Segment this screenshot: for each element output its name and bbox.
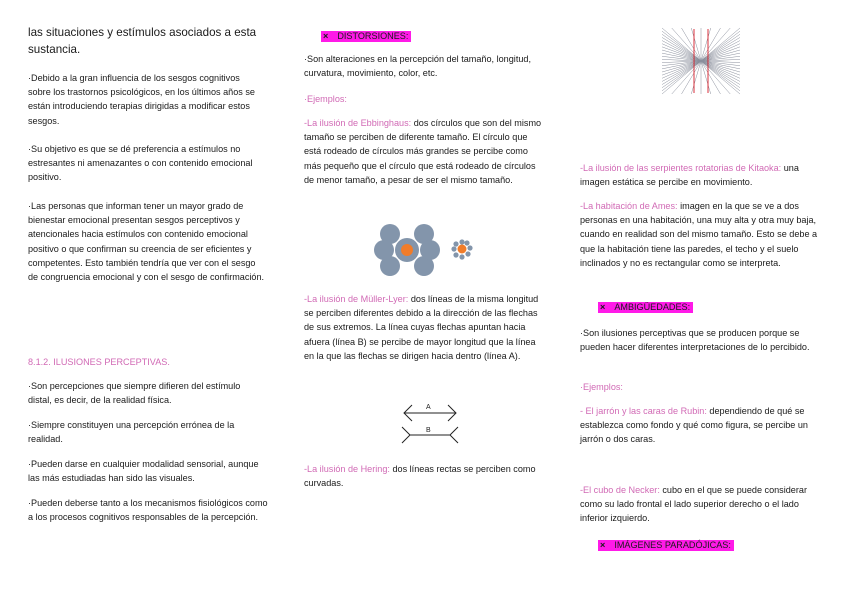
lead-text: las situaciones y estímulos asociados a esta sustancia. — [28, 26, 257, 56]
ebbinghaus-paragraph — [304, 116, 544, 187]
ebbinghaus-center-right — [458, 245, 467, 254]
rubin-title: - El jarrón y las caras de Rubin: — [580, 406, 707, 416]
ebbinghaus-text: dos círculos que son del mismo tamaño se perciben de diferente tamaño. El círculo que está rodeado de círculos más grandes se percibe como más pequeño que el círculo que está rodeado de círculos de menor tamaño, a pesar de ser el mismo tamaño. — [304, 118, 542, 185]
bullet-mechanisms: ·Pueden deberse tanto a los mecanismos fisiológicos como a los procesos cognitivos responsables de la percepción. — [28, 498, 268, 523]
bullet-distal: ·Son percepciones que siempre difieren del estímulo distal, es decir, de la realidad física. — [28, 381, 241, 406]
bullet-modality: ·Pueden darse en cualquier modalidad sensorial, aunque las más estudiadas han sido las visuales. — [28, 459, 259, 484]
hering-text: dos líneas rectas se perciben como curvadas. — [304, 464, 536, 489]
muller-title: -La ilusión de Müller-Lyer: — [304, 294, 409, 304]
distortions-intro: ·Son alteraciones en la percepción del tamaño, longitud, curvatura, movimiento, color, etc. — [304, 54, 531, 79]
heading-imagenes-paradojicas — [598, 540, 734, 551]
necker-paragraph — [580, 483, 816, 526]
muller-text: dos líneas de la misma longitud se perciben diferentes debido a la dirección de las flechas de sus extremos. La línea cuyas flechas apuntan hacia afuera (línea B) se percibe de mayor longitud que la línea en la que las flechas se dirigen hacia dentro (línea A). — [304, 294, 539, 361]
heading-ambiguedades — [598, 302, 693, 313]
ebbinghaus-figure — [372, 220, 492, 280]
hering-title: -La ilusión de Hering: — [304, 464, 390, 474]
paragraph-objective: ·Su objetivo es que se dé preferencia a estímulos no estresantes ni amenazantes o con contenido emocional positivo. — [28, 144, 253, 183]
necker-text: cubo en el que se puede considerar como su lado frontal el lado superior derecho o el lado inferior izquierdo. — [580, 485, 807, 524]
paragraph-wellbeing: ·Las personas que informan tener un mayor grado de bienestar emocional presentan sesgos perceptivos y atencionales hacia estímulos con contenido emocional positivo o que confirman su creencia de ser eficientes y competentes. Esto también tendría que ver con el sesgo de congruencia emocional y con el sesgo de confirmación. — [28, 201, 265, 283]
hering-rays — [662, 28, 740, 94]
examples-label: ·Ejemplos: — [304, 94, 347, 104]
paragraph-bias-therapies: ·Debido a la gran influencia de los sesgos cognitivos sobre los trastornos psicológicos, en los últimos años se están introduciendo terapias dirigidas a modificar estos sesgos. — [28, 73, 255, 126]
necker-title: -El cubo de Necker: — [580, 485, 660, 495]
heading-distorsiones — [321, 31, 411, 42]
ames-paragraph — [580, 199, 820, 270]
bullet-x-icon: × — [600, 302, 606, 312]
ames-text: imagen en la que se ve a dos personas en una habitación, una muy alta y otra muy baja, cuando en realidad son del mismo tamaño. Esto se debe a que la habitación tiene las paredes, el techo y el suelo inclinados y no es rectangular como se interpreta. — [580, 201, 818, 268]
section-heading-illusions: 8.1.2. ILUSIONES PERCEPTIVAS. — [28, 357, 170, 367]
rubin-paragraph — [580, 404, 818, 447]
bullet-erroneous: ·Siempre constituyen una percepción errónea de la realidad. — [28, 420, 235, 445]
muller-label-a: A — [426, 404, 431, 411]
kitaoka-paragraph — [580, 161, 822, 189]
hering-paragraph — [304, 462, 544, 490]
heading-distorsiones-label: DISTORSIONES: — [337, 31, 409, 41]
bullet-x-icon: × — [323, 31, 329, 41]
hering-figure — [662, 28, 740, 94]
muller-label-b: B — [426, 427, 431, 434]
heading-ambiguedades-label: AMBIGÜEDADES: — [614, 302, 691, 312]
muller-paragraph — [304, 292, 546, 363]
kitaoka-title: -La ilusión de las serpientes rotatorias de Kitaoka: — [580, 163, 782, 173]
heading-paradox-label: IMÁGENES PARADÓJICAS: — [614, 540, 731, 550]
bullet-x-icon: × — [600, 540, 606, 550]
muller-lyer-figure — [398, 396, 488, 456]
ambiguities-intro: ·Son ilusiones perceptivas que se producen porque se pueden hacer diferentes interpretaciones de lo percibido. — [580, 328, 810, 353]
ebbinghaus-title: -La ilusión de Ebbinghaus: — [304, 118, 412, 128]
ames-title: -La habitación de Ames: — [580, 201, 678, 211]
kitaoka-text: una imagen estática se percibe en movimiento. — [580, 163, 799, 188]
ebbinghaus-center-left — [401, 244, 413, 256]
rubin-text: dependiendo de qué se establezca como fondo y qué como figura, se percibe un jarrón o dos caras. — [580, 406, 808, 445]
examples-label-2: ·Ejemplos: — [580, 382, 623, 392]
